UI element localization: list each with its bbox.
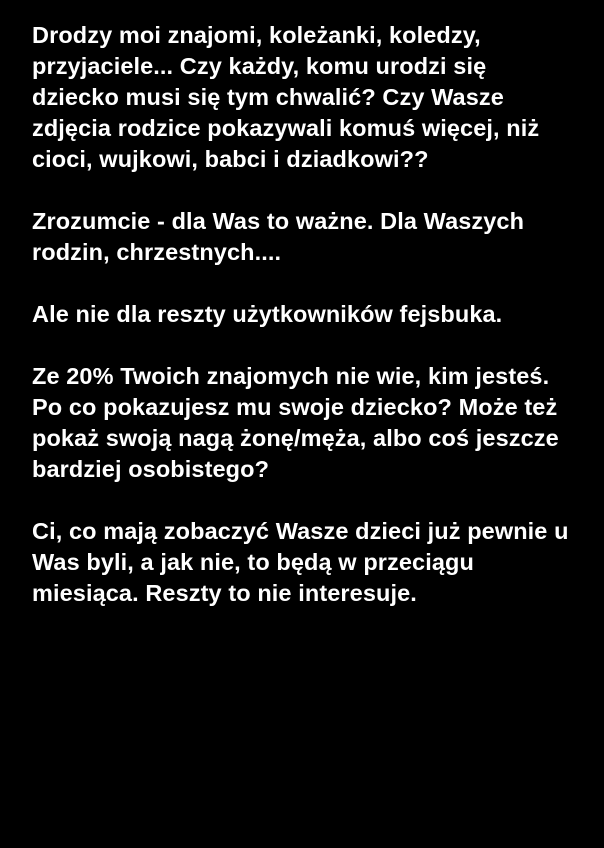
- paragraph-2: Zrozumcie - dla Was to ważne. Dla Waszych rodzin, chrzestnych....: [32, 208, 531, 265]
- paragraph-5: Ci, co mają zobaczyć Wasze dzieci już pewnie u Was byli, a jak nie, to będą w przeciągu miesiąca. Reszty to nie interesuje.: [32, 518, 576, 606]
- paragraph-4: Ze 20% Twoich znajomych nie wie, kim jesteś. Po co pokazujesz mu swoje dziecko? Może też pokaż swoją nagą żonę/męża, albo coś jeszcze bardziej osobistego?: [32, 363, 566, 482]
- paragraph-3: Ale nie dla reszty użytkowników fejsbuka.: [32, 301, 503, 327]
- paragraph-1: Drodzy moi znajomi, koleżanki, koledzy, przyjaciele... Czy każdy, komu urodzi się dziecko musi się tym chwalić? Czy Wasze zdjęcia rodzice pokazywali komuś więcej, niż cioci, wujkowi, babci i dziadkowi??: [32, 22, 546, 172]
